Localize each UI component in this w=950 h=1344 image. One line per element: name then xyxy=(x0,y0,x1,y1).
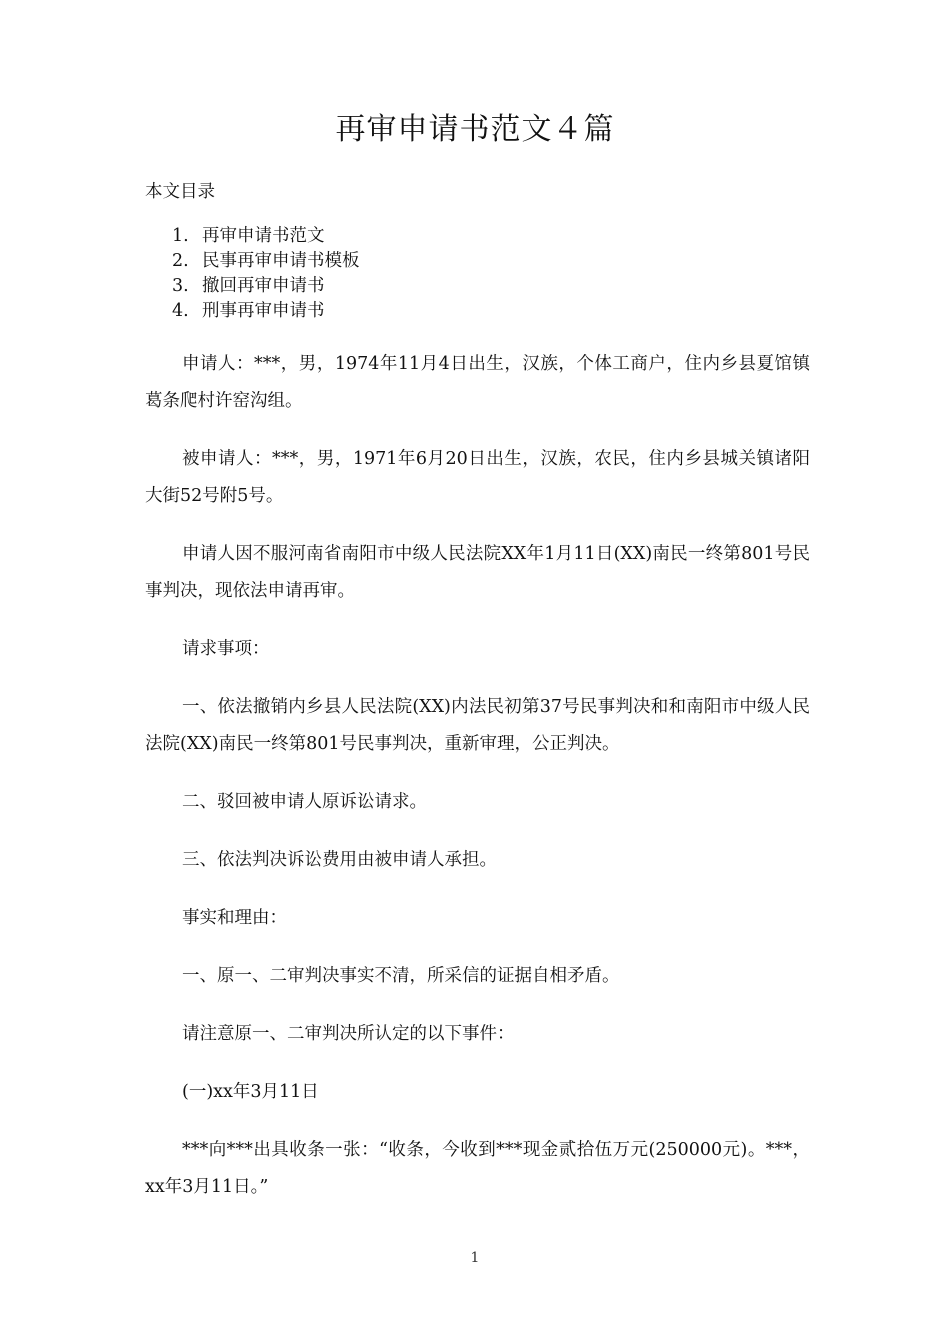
paragraph-fact-1: 一、原一、二审判决事实不清，所采信的证据自相矛盾。 xyxy=(182,966,620,986)
toc-item-number: 4. xyxy=(172,301,189,321)
toc-item-label: 民事再审申请书模板 xyxy=(202,251,360,271)
paragraph-note: 请注意原一、二审判决所认定的以下事件： xyxy=(182,1024,515,1044)
paragraph-reason-for-application: 申请人因不服河南省南阳市中级人民法院XX年1月11日(XX)南民一终第801号民事判决，现依法申请再审。 xyxy=(145,544,810,601)
toc-item[interactable] xyxy=(172,224,360,249)
toc-item-label: 刑事再审申请书 xyxy=(202,301,325,321)
toc-item-number: 3. xyxy=(172,276,189,296)
table-of-contents xyxy=(172,224,360,324)
paragraph-requests-heading: 请求事项： xyxy=(182,639,270,659)
paragraph-receipt: ***向***出具收条一张：“收条，今收到***现金贰拾伍万元(250000元)。***，xx年3月11日。” xyxy=(145,1140,810,1197)
document-title: 再审申请书范文４篇 xyxy=(335,112,615,147)
toc-item-number: 1. xyxy=(172,226,189,246)
toc-item-label: 撤回再审申请书 xyxy=(202,276,325,296)
toc-item[interactable] xyxy=(172,249,360,274)
toc-heading: 本文目录 xyxy=(145,182,215,202)
paragraph-facts-heading: 事实和理由： xyxy=(182,908,287,928)
paragraph-request-3: 三、依法判决诉讼费用由被申请人承担。 xyxy=(182,850,497,870)
paragraph-applicant: 申请人：***，男，1974年11月4日出生，汉族，个体工商户，住内乡县夏馆镇葛条爬村许窑沟组。 xyxy=(145,354,810,411)
document-body xyxy=(145,346,810,1227)
paragraph-event-date: (一)xx年3月11日 xyxy=(182,1082,319,1102)
toc-item-label: 再审申请书范文 xyxy=(202,226,325,246)
paragraph-respondent: 被申请人：***，男，1971年6月20日出生，汉族，农民，住内乡县城关镇诸阳大街52号附5号。 xyxy=(145,449,810,506)
toc-item[interactable] xyxy=(172,299,360,324)
toc-item-number: 2. xyxy=(172,251,189,271)
page-number: 1 xyxy=(470,1250,480,1266)
toc-item[interactable] xyxy=(172,274,360,299)
paragraph-request-2: 二、驳回被申请人原诉讼请求。 xyxy=(182,792,427,812)
paragraph-request-1: 一、依法撤销内乡县人民法院(XX)内法民初第37号民事判决和和南阳市中级人民法院(XX)南民一终第801号民事判决，重新审理，公正判决。 xyxy=(145,697,810,754)
